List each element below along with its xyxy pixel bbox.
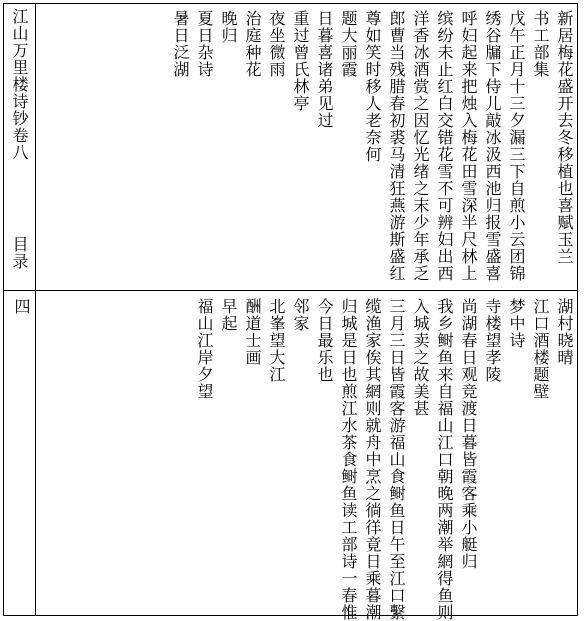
toc-entry: 福山江岸夕望 (195, 298, 214, 400)
toc-entry: 三月三日皆霞客游福山食鲥鱼日午至江口繫 (387, 298, 406, 621)
book-title: 江山万里楼诗钞卷八 (10, 8, 29, 161)
toc-entry: 早起 (219, 298, 238, 332)
toc-entry: 新居梅花盛开去冬移植也喜赋玉兰 (555, 10, 574, 265)
horizontal-divider (3, 290, 578, 291)
toc-entry: 尊如笑时移人老奈何 (363, 10, 382, 163)
toc-entry: 重过曾氏林亭 (291, 10, 310, 112)
toc-entry: 日暮喜诸弟见过 (315, 10, 334, 129)
toc-entry: 戊午正月十三夕漏三下自煎小云团锦 (507, 10, 526, 282)
toc-entry: 治庭种花 (243, 10, 262, 78)
toc-entry: 题大丽霞 (339, 10, 358, 78)
toc-entry: 夜坐微雨 (267, 10, 286, 78)
toc-entry: 晚归 (219, 10, 238, 44)
toc-entry: 夏日杂诗 (195, 10, 214, 78)
toc-entry: 梦中诗 (507, 298, 526, 349)
toc-entry: 缤纷未止红白交错花雪不可辨妇出西 (435, 10, 454, 282)
toc-entry: 暑日泛湖 (171, 10, 190, 78)
toc-entry: 绣谷牖下侍儿敲冰汲西池归报雪盛喜 (483, 10, 502, 282)
toc-entry: 呼妇起来把烛入梅花田雪深半尺林上 (459, 10, 478, 282)
toc-entry: 入城卖之故美甚 (411, 298, 430, 417)
toc-entry: 今日最乐也 (315, 298, 334, 383)
toc-entry: 尚湖春日观竞渡日暮皆霞客乘小艇归 (459, 298, 478, 570)
toc-entry: 郎曹当残腊春初裘马清狂燕游斯盛红 (387, 10, 406, 282)
toc-entry: 洋香冰酒赏之因忆光绪之末少年承乏 (411, 10, 430, 282)
page-number: 四 (12, 298, 31, 315)
toc-entry: 酬道士画 (243, 298, 262, 366)
toc-entry: 邻家 (291, 298, 310, 332)
toc-entry: 寺楼望孝陵 (483, 298, 502, 383)
vertical-divider (35, 3, 36, 616)
toc-entry: 江口酒楼题壁 (531, 298, 550, 400)
toc-entry: 北峯望大江 (267, 298, 286, 383)
toc-entry: 归城是日也煎江水茶食鲥鱼读工部诗一春惟 (339, 298, 358, 621)
toc-entry: 缆渔家俟其網则就舟中烹之徜徉竟日乘暮潮 (363, 298, 382, 621)
toc-entry: 书工部集 (531, 10, 550, 78)
section-label: 目录 (10, 236, 29, 270)
toc-entry: 我乡鲥鱼来自福山江口朝晚两潮举網得鱼则 (435, 298, 454, 621)
toc-entry: 湖村晓晴 (555, 298, 574, 366)
